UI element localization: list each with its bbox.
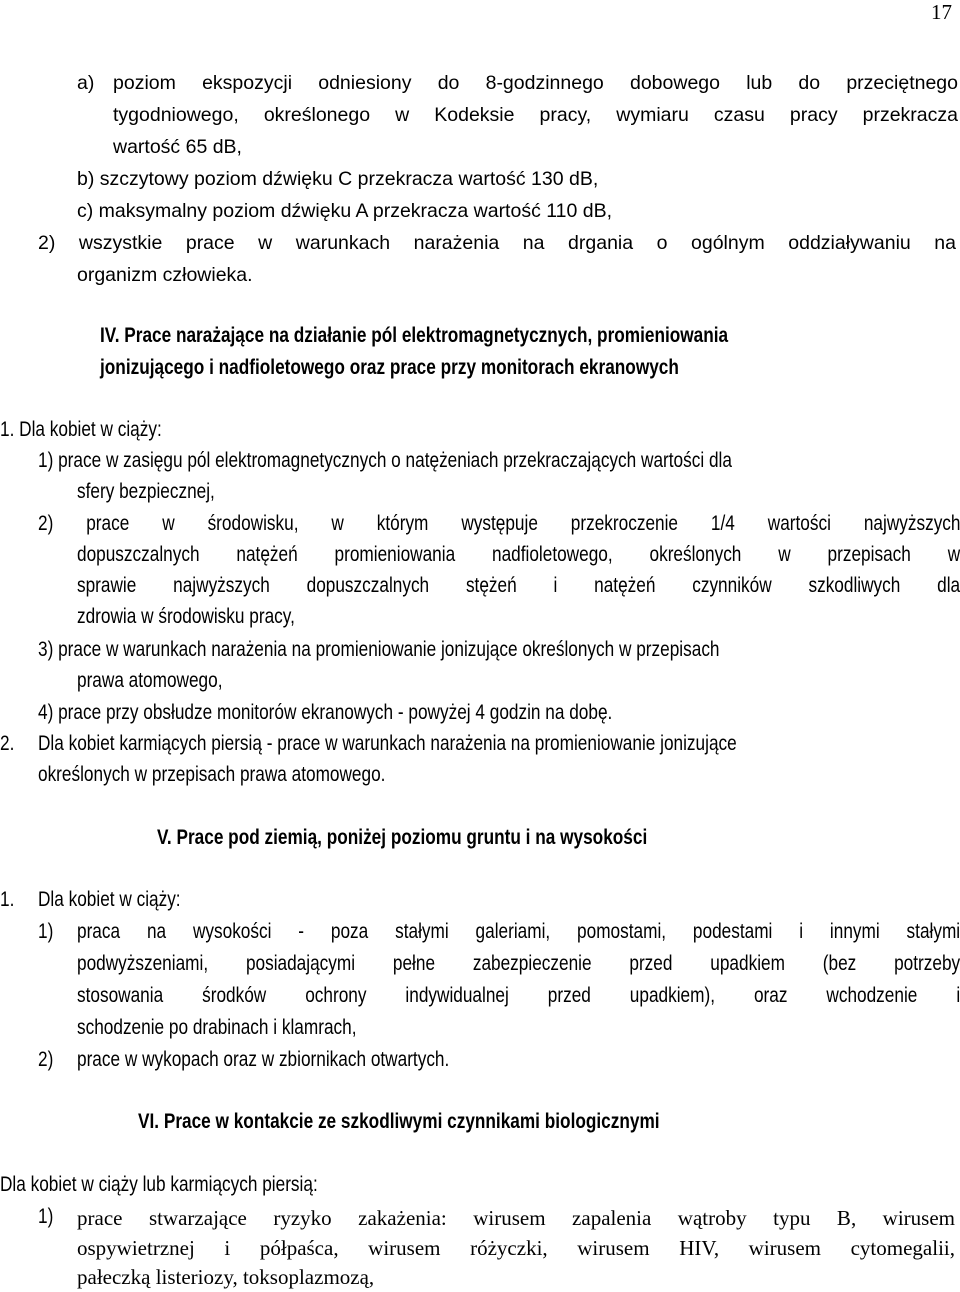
- page-number: 17: [931, 0, 952, 24]
- section-v-item-1-number: 1): [38, 920, 54, 943]
- section-v-heading: V. Prace pod ziemią, poniżej poziomu gruntu i na wysokości: [157, 826, 648, 849]
- section-vi-item-1-line-2: ospywietrznej i półpaśca, wirusem różyczki, wirusem HIV, wirusem cytomegalii,: [77, 1236, 955, 1260]
- item-b-line: b) szczytowy poziom dźwięku C przekracza wartość 130 dB,: [77, 168, 599, 190]
- section-vi-item-1-number: 1): [38, 1205, 54, 1228]
- section-iv-item-4-line-1: 4) prace przy obsłudze monitorów ekranowych - powyżej 4 godzin na dobę.: [38, 701, 613, 724]
- section-iv-item-2-line-2: dopuszczalnych natężeń promieniowania nadfioletowego, określonych w przepisach w: [77, 543, 960, 566]
- item-2-line-1: 2) wszystkie prace w warunkach narażenia na drgania o ogólnym oddziaływaniu na: [38, 232, 956, 254]
- section-v-item-1-line-1: praca na wysokości - poza stałymi galeriami, pomostami, podestami i innymi stałymi: [77, 920, 960, 943]
- item-a-line-1: poziom ekspozycji odniesiony do 8-godzinnego dobowego lub do przeciętnego: [113, 72, 958, 94]
- section-iv-item-2-line-3: sprawie najwyższych dopuszczalnych stężeń i natężeń czynników szkodliwych dla: [77, 574, 960, 597]
- section-v-item-2-line-1: prace w wykopach oraz w zbiornikach otwartych.: [77, 1048, 450, 1071]
- section-v-item-1-line-2: podwyższeniami, posiadającymi pełne zabezpieczenie przed upadkiem (bez potrzeby: [77, 952, 960, 975]
- section-iv-item-1-line-1: 1) prace w zasięgu pól elektromagnetycznych o natężeniach przekraczających wartości dla: [38, 449, 732, 472]
- section-iv-item-2-line-1: 2) prace w środowisku, w którym występuje przekroczenie 1/4 wartości najwyższych: [38, 512, 960, 535]
- item-a-line-3: wartość 65 dB,: [113, 136, 242, 158]
- section-v-point-1-intro: Dla kobiet w ciąży:: [38, 888, 181, 911]
- section-iv-item-1-line-2: sfery bezpiecznej,: [77, 480, 215, 503]
- section-iv-item-3-line-2: prawa atomowego,: [77, 669, 223, 692]
- section-iv-point-2-line-1: Dla kobiet karmiących piersią - prace w warunkach narażenia na promieniowanie jonizujące: [38, 732, 737, 755]
- section-iv-point-2-number: 2.: [0, 732, 15, 755]
- section-iv-heading-line-2: jonizującego i nadfioletowego oraz prace przy monitorach ekranowych: [100, 356, 679, 379]
- section-vi-item-1-line-1: prace stwarzające ryzyko zakażenia: wirusem zapalenia wątroby typu B, wirusem: [77, 1206, 955, 1230]
- section-iv-heading-line-1: IV. Prace narażające na działanie pól elektromagnetycznych, promieniowania: [100, 324, 729, 347]
- section-v-point-1-number: 1.: [0, 888, 15, 911]
- item-c-line: c) maksymalny poziom dźwięku A przekracza wartość 110 dB,: [77, 200, 613, 222]
- section-iv-point-2-line-2: określonych w przepisach prawa atomowego.: [38, 763, 386, 786]
- item-a-label: a): [77, 72, 95, 94]
- item-a-line-2: tygodniowego, określonego w Kodeksie pracy, wymiaru czasu pracy przekracza: [113, 104, 958, 126]
- section-vi-intro: Dla kobiet w ciąży lub karmiących piersią:: [0, 1173, 318, 1196]
- section-vi-item-1-line-3: pałeczką listeriozy, toksoplazmozą,: [77, 1265, 375, 1289]
- section-v-item-2-number: 2): [38, 1048, 54, 1071]
- section-iv-item-2-line-4: zdrowia w środowisku pracy,: [77, 605, 295, 628]
- item-2-line-2: organizm człowieka.: [77, 264, 253, 286]
- section-iv-point-1-intro: 1. Dla kobiet w ciąży:: [0, 418, 162, 441]
- section-vi-heading: VI. Prace w kontakcie ze szkodliwymi czynnikami biologicznymi: [138, 1110, 660, 1133]
- section-iv-item-3-line-1: 3) prace w warunkach narażenia na promieniowanie jonizujące określonych w przepisach: [38, 638, 720, 661]
- section-v-item-1-line-3: stosowania środków ochrony indywidualnej przed upadkiem), oraz wchodzenie i: [77, 984, 960, 1007]
- section-v-item-1-line-4: schodzenie po drabinach i klamrach,: [77, 1016, 357, 1039]
